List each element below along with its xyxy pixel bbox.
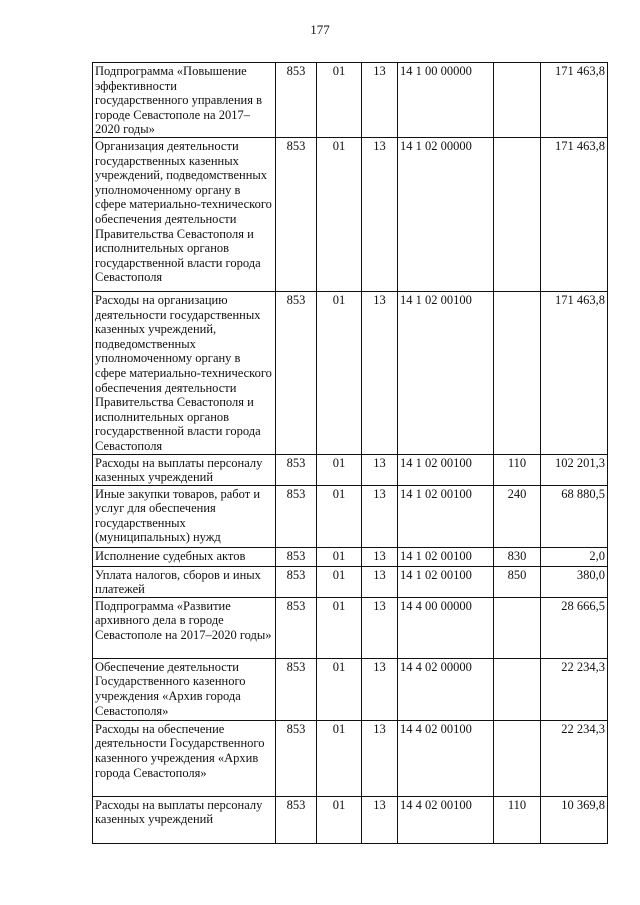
row-section-code: 01 bbox=[317, 291, 362, 454]
row-subsection-code: 13 bbox=[362, 485, 398, 547]
row-grbs-code: 853 bbox=[276, 485, 317, 547]
row-grbs-code: 853 bbox=[276, 796, 317, 843]
row-section-code: 01 bbox=[317, 454, 362, 485]
row-name: Иные закупки товаров, работ и услуг для обеспечения государственных (муниципальных) нужд bbox=[93, 485, 276, 547]
row-target-code: 14 1 02 00100 bbox=[398, 566, 494, 597]
row-name: Расходы на обеспечение деятельности Государственного казенного учреждения «Архив города Севастополя» bbox=[93, 720, 276, 796]
row-subsection-code: 13 bbox=[362, 796, 398, 843]
table-row bbox=[93, 137, 608, 291]
row-subsection-code: 13 bbox=[362, 720, 398, 796]
row-name: Организация деятельности государственных казенных учреждений, подведомственных уполномоченному органу в сфере материально-технического обеспечения деятельности Правительства Севастополя и исполнительных органов государственной власти города Севастополя bbox=[93, 137, 276, 291]
table-row bbox=[93, 658, 608, 720]
row-amount: 28 666,5 bbox=[541, 597, 608, 658]
row-grbs-code: 853 bbox=[276, 658, 317, 720]
row-expense-type bbox=[494, 137, 541, 291]
row-grbs-code: 853 bbox=[276, 454, 317, 485]
row-subsection-code: 13 bbox=[362, 137, 398, 291]
row-subsection-code: 13 bbox=[362, 63, 398, 138]
row-amount: 171 463,8 bbox=[541, 291, 608, 454]
row-target-code: 14 1 00 00000 bbox=[398, 63, 494, 138]
budget-table bbox=[92, 62, 608, 844]
table-row bbox=[93, 485, 608, 547]
row-amount: 2,0 bbox=[541, 547, 608, 566]
row-grbs-code: 853 bbox=[276, 291, 317, 454]
row-target-code: 14 4 02 00100 bbox=[398, 796, 494, 843]
row-name: Расходы на организацию деятельности государственных казенных учреждений, подведомственных уполномоченному органу в сфере материально-технического обеспечения деятельности Правительства Севастополя и исполнительных органов государственной власти города Севастополя bbox=[93, 291, 276, 454]
row-grbs-code: 853 bbox=[276, 566, 317, 597]
row-name: Уплата налогов, сборов и иных платежей bbox=[93, 566, 276, 597]
row-expense-type bbox=[494, 291, 541, 454]
row-expense-type: 110 bbox=[494, 454, 541, 485]
row-grbs-code: 853 bbox=[276, 720, 317, 796]
row-name: Подпрограмма «Развитие архивного дела в городе Севастополе на 2017–2020 годы» bbox=[93, 597, 276, 658]
row-section-code: 01 bbox=[317, 485, 362, 547]
table-row bbox=[93, 454, 608, 485]
row-target-code: 14 1 02 00100 bbox=[398, 454, 494, 485]
row-section-code: 01 bbox=[317, 547, 362, 566]
row-section-code: 01 bbox=[317, 137, 362, 291]
row-name: Подпрограмма «Повышение эффективности государственного управления в городе Севастополе на 2017–2020 годы» bbox=[93, 63, 276, 138]
row-amount: 68 880,5 bbox=[541, 485, 608, 547]
row-amount: 380,0 bbox=[541, 566, 608, 597]
row-expense-type bbox=[494, 658, 541, 720]
row-expense-type: 850 bbox=[494, 566, 541, 597]
row-target-code: 14 1 02 00000 bbox=[398, 137, 494, 291]
row-expense-type: 240 bbox=[494, 485, 541, 547]
row-subsection-code: 13 bbox=[362, 454, 398, 485]
row-target-code: 14 1 02 00100 bbox=[398, 291, 494, 454]
row-amount: 171 463,8 bbox=[541, 63, 608, 138]
row-target-code: 14 4 02 00000 bbox=[398, 658, 494, 720]
row-name: Расходы на выплаты персоналу казенных учреждений bbox=[93, 796, 276, 843]
row-amount: 22 234,3 bbox=[541, 658, 608, 720]
row-name: Исполнение судебных актов bbox=[93, 547, 276, 566]
table-row bbox=[93, 597, 608, 658]
row-target-code: 14 1 02 00100 bbox=[398, 547, 494, 566]
row-subsection-code: 13 bbox=[362, 566, 398, 597]
row-grbs-code: 853 bbox=[276, 597, 317, 658]
row-expense-type bbox=[494, 63, 541, 138]
table-row bbox=[93, 63, 608, 138]
row-section-code: 01 bbox=[317, 63, 362, 138]
row-subsection-code: 13 bbox=[362, 658, 398, 720]
row-amount: 22 234,3 bbox=[541, 720, 608, 796]
row-amount: 171 463,8 bbox=[541, 137, 608, 291]
row-section-code: 01 bbox=[317, 658, 362, 720]
row-amount: 102 201,3 bbox=[541, 454, 608, 485]
row-section-code: 01 bbox=[317, 566, 362, 597]
row-section-code: 01 bbox=[317, 720, 362, 796]
row-amount: 10 369,8 bbox=[541, 796, 608, 843]
row-target-code: 14 4 02 00100 bbox=[398, 720, 494, 796]
row-expense-type bbox=[494, 720, 541, 796]
page-number: 177 bbox=[310, 22, 330, 37]
table-row bbox=[93, 720, 608, 796]
row-target-code: 14 1 02 00100 bbox=[398, 485, 494, 547]
row-subsection-code: 13 bbox=[362, 291, 398, 454]
table-row bbox=[93, 566, 608, 597]
table-row bbox=[93, 796, 608, 843]
row-section-code: 01 bbox=[317, 597, 362, 658]
row-grbs-code: 853 bbox=[276, 63, 317, 138]
row-grbs-code: 853 bbox=[276, 547, 317, 566]
row-expense-type: 830 bbox=[494, 547, 541, 566]
row-target-code: 14 4 00 00000 bbox=[398, 597, 494, 658]
row-name: Обеспечение деятельности Государственного казенного учреждения «Архив города Севастополя» bbox=[93, 658, 276, 720]
table-row bbox=[93, 547, 608, 566]
row-grbs-code: 853 bbox=[276, 137, 317, 291]
row-subsection-code: 13 bbox=[362, 597, 398, 658]
row-section-code: 01 bbox=[317, 796, 362, 843]
row-expense-type bbox=[494, 597, 541, 658]
row-expense-type: 110 bbox=[494, 796, 541, 843]
table-row bbox=[93, 291, 608, 454]
row-subsection-code: 13 bbox=[362, 547, 398, 566]
row-name: Расходы на выплаты персоналу казенных учреждений bbox=[93, 454, 276, 485]
